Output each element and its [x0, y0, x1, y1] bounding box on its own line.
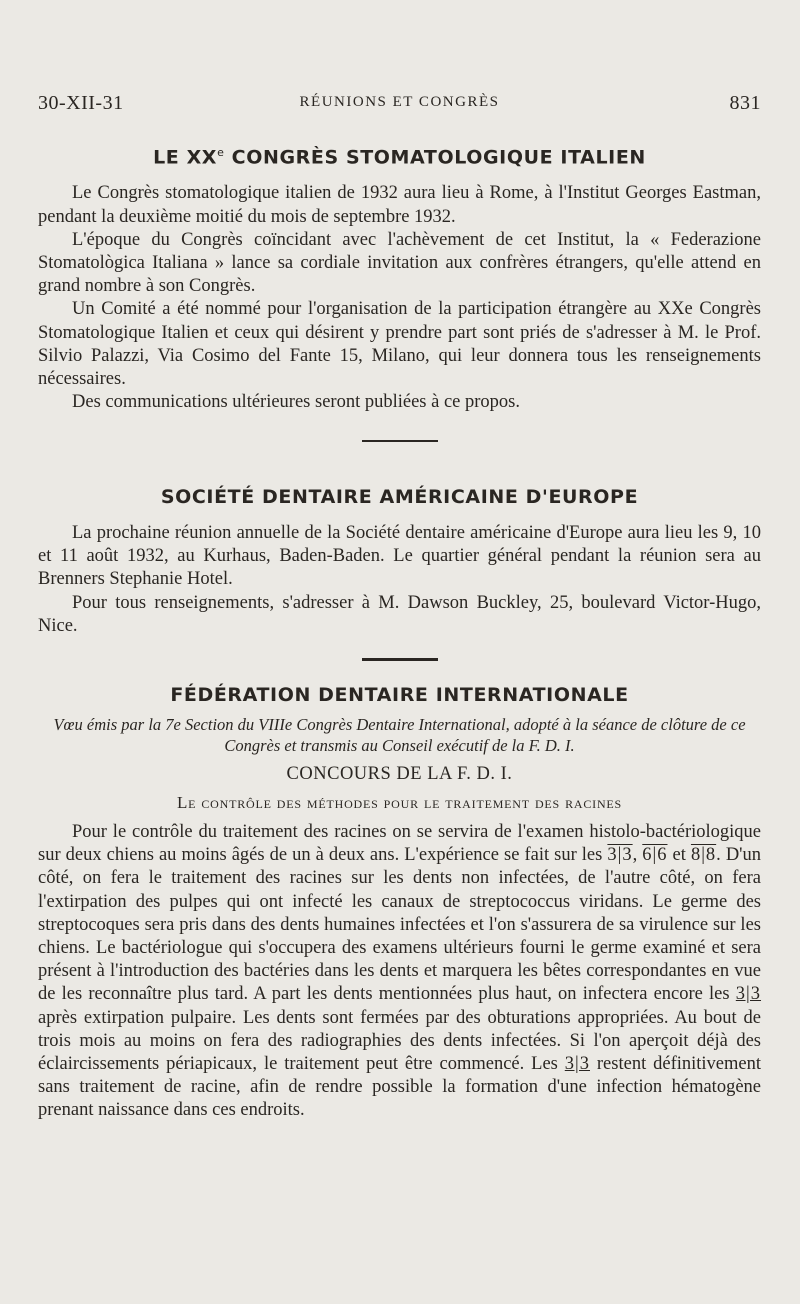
header-date: 30-XII-31 [38, 92, 124, 114]
tooth-formula: 6|6 [642, 845, 668, 866]
tooth-formula: 8|8 [690, 845, 717, 866]
divider-rule [362, 658, 438, 661]
section-title: LE XXe CONGRÈS STOMATOLOGIQUE ITALIEN [153, 146, 646, 169]
tooth-formula: 3|3 [564, 1054, 590, 1075]
paragraph: Un Comité a été nommé pour l'organisation de la participation étrangère au XXe Congrès Stomatologique Italien et ceux qui désirent y prendre part sont priés de s'adresser à M. le Prof. Silvio Palazzi, Via Cosimo del Fante 15, Milano, qui leur donnera tous les renseignements nécessaires. [38, 299, 761, 389]
header-section: RÉUNIONS ET CONGRÈS [299, 94, 500, 110]
running-head [38, 92, 761, 120]
tooth-formula: 3|3 [735, 984, 762, 1005]
paragraph: L'époque du Congrès coïncidant avec l'achèvement de cet Institut, la « Federazione Stomatològica Italiana » lance sa cordiale invitation aux confrères étrangers, qu'elle attend en grand nombre à son Congrès. [38, 229, 761, 297]
paragraph: La prochaine réunion annuelle de la Société dentaire américaine d'Europe aura lieu les 9, 10 et 11 août 1932, au Kurhaus, Baden-Baden. Le quartier général pendant la réunion sera au Brenners Stephanie Hotel. [38, 523, 761, 590]
section-italian-congress [38, 146, 761, 442]
paragraph: Le Congrès stomatologique italien de 1932 aura lieu à Rome, à l'Institut Georges Eastman, pendant la deuxième moitié du mois de septembre 1932. [38, 183, 761, 227]
section-fdi [38, 684, 761, 1123]
subheading: Le contrôle des méthodes pour le traitement des racines [176, 793, 623, 812]
section-title: SOCIÉTÉ DENTAIRE AMÉRICAINE D'EUROPE [160, 486, 639, 508]
section-title: FÉDÉRATION DENTAIRE INTERNATIONALE [170, 684, 629, 706]
tooth-formula: 3|3 [607, 845, 633, 866]
section-american-society [38, 486, 761, 661]
concours-title: CONCOURS DE LA F. D. I. [286, 764, 513, 784]
paragraph: Pour le contrôle du traitement des racines on se servira de l'examen histolo-bactériologique sur deux chiens au moins âgés de un à deux ans. L'expérience se fait sur les 3|3, 6|6 et 8|8. D'un côté, on fera le traitement des racines sur les dents non infectées, de l'autre côté, on fera l'extirpation des pulpes qui ont infecté les canaux de streptococcus viridans. Le germe des streptocoques sera pris dans des dents humaines infectées et l'on s'assurera de sa virulence sur les chiens. Le bactériologue qui s'occupera des examens ultérieurs fourni le germe examiné et sera présent à l'introduction des bactéries dans les dents et marquera les bêtes correspondantes en vue de les reconnaître plus tard. A part les dents mentionnées plus haut, on infectera encore les 3|3 après extirpation pulpaire. Les dents sont fermées par des obturations appropriées. Au bout de trois mois au moins on fera des radiographies des dents infectées. Si l'on aperçoit déjà des éclaircissements périapicaux, le traitement peut être commencé. Les 3|3 restent définitivement sans traitement de racine, afin de rendre possible la formation d'une infection hématogène prenant naissance dans ces endroits. [38, 822, 762, 1121]
subtitle: Vœu émis par la 7e Section du VIIIe Congrès Dentaire International, adopté à la séance de clôture de ce Congrès et transmis au Conseil exécutif de la F. D. I. [53, 715, 746, 755]
page-number: 831 [729, 92, 761, 114]
divider-rule [362, 440, 438, 442]
paragraph: Pour tous renseignements, s'adresser à M. Dawson Buckley, 25, boulevard Victor-Hugo, Nice. [38, 592, 761, 636]
paragraph: Des communications ultérieures seront publiées à ce propos. [72, 392, 520, 413]
